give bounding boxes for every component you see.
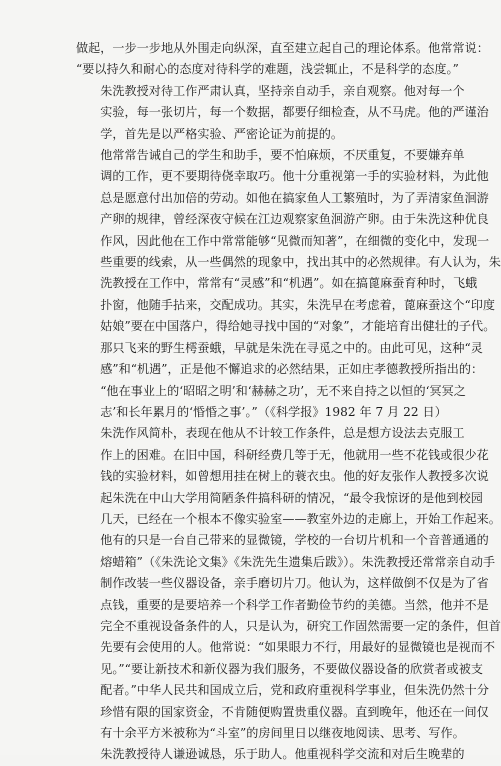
text-line: 起朱洗在中山大学用简陋条件搞科研的情况，“最令我惊讶的是他到校园 bbox=[100, 490, 483, 505]
text-line: 钱的实验材料，如曾想用挂在树上的蓑衣虫。他的好友张作人教授多次说 bbox=[100, 469, 489, 484]
text-line: 些重要的线索，从一些偶然的现象中，找出其中的必然规律。有人认为，朱 bbox=[100, 255, 501, 270]
paragraph bbox=[76, 423, 501, 744]
text-line: 洗教授在工作中，常常有“灵感”和“机遇”。如在搞蓖麻蚕育种时，飞蛾 bbox=[100, 276, 478, 291]
text-line: 制作改装一些仪器设备，亲手磨切片刀。他认为，这样做倒不仅是为了省 bbox=[100, 576, 489, 591]
text-line: 扑窗，他随手拈来，交配成功。其实，朱洗早在考虑着，蓖麻蚕这个“印度 bbox=[100, 297, 496, 312]
text-line: 朱洗作风简朴，表现在他从不计较工作条件，总是想方设法去克服工 bbox=[100, 426, 465, 441]
text-line: 志’和长年累月的‘惛惛之事’。”（《科学报》1982 年 7 月 22 日） bbox=[100, 404, 447, 419]
text-line: 他常常告诫自己的学生和助手，要不怕麻烦，不厌重复，不要嫌弃单 bbox=[100, 148, 465, 163]
text-line: 先要有会使用的人。他常说：“如果眼力不行，用最好的显微镜也是视而不 bbox=[100, 640, 496, 655]
text-line: 作风，因此他在工作中常常能够“见微而知著”，在细微的变化中，发现一 bbox=[100, 233, 490, 248]
text-line: “要以持久和耐心的态度对待科学的难题，浅尝辄止，不是科学的态度。” bbox=[76, 62, 459, 77]
text-line: 学，首先是以严格实验、严密论证为前提的。 bbox=[100, 126, 344, 141]
text-line: “他在事业上的‘昭昭之明’和‘赫赫之功’，无不来自持之以恒的‘冥冥之 bbox=[100, 383, 466, 398]
text-line: 完全不重视设备条件的人，只是认为，研究工作固然需要一定的条件，但首 bbox=[100, 618, 501, 633]
text-line: 那只飞来的野生樗蚕蛾，早就是朱洗在寻觅之中的。由此可见，这种“灵 bbox=[100, 340, 483, 355]
text-line: 感”和“机遇”，正是他不懈追求的必然结果，正如庄孝德教授所指出的： bbox=[100, 362, 484, 377]
text-line: 姑娘”要在中国落户，得给她寻找中国的“对象”，才能培育出健壮的子代。 bbox=[100, 319, 496, 334]
text-line: 熔蜡箱”（《朱洗论文集》《朱洗先生遗集后跋》）。朱洗教授还常常亲自动手 bbox=[100, 554, 496, 569]
text-line: 点钱，重要的是要培养一个科学工作者勤俭节约的美德。当然，他并不是 bbox=[100, 597, 489, 612]
text-line: 做起，一步一步地从外围走向纵深，直至建立起自己的理论体系。他常常说： bbox=[76, 41, 489, 55]
text-line: 调的工作，更不要期待侥幸取巧。他十分重视第一手的实验材料，为此他 bbox=[100, 169, 489, 184]
text-line: 总是愿意付出加倍的劳动。如他在搞家鱼人工繁殖时，为了弄清家鱼洄游 bbox=[100, 190, 489, 205]
text-line: 几天，已经在一个根本不像实验室——教室外边的走廊上，开始工作起来。 bbox=[100, 511, 501, 526]
body-text bbox=[76, 38, 501, 766]
text-line: 朱洗教授对待工作严肃认真，坚持亲自动手，亲自观察。他对每一个 bbox=[100, 83, 465, 98]
text-line: 他有的只是一台自己带来的显微镜，学校的一台切片机和一个音普通通的 bbox=[100, 533, 489, 548]
paragraph bbox=[76, 145, 501, 423]
paragraph bbox=[76, 744, 465, 765]
paragraph bbox=[76, 38, 489, 81]
paragraph bbox=[76, 81, 489, 145]
text-line: 有十余平方米被称为“斗室”的房间里日以继夜地阅读、思考、写作。 bbox=[100, 726, 465, 740]
text-line: 实验，每一张切片，每一个数据，都要仔细检查，从不马虎。他的严谨治 bbox=[100, 105, 489, 120]
text-line: 朱洗教授待人谦逊诚恳，乐于助人。他重视科学交流和对后生晚辈的 bbox=[100, 747, 465, 762]
text-line: 作上的困难。在旧中国，科研经费几等于无，他就用一些不花钱或很少花 bbox=[100, 447, 489, 462]
text-line: 配者。”中华人民共和国成立后，党和政府重视科学事业，但朱洗仍然十分 bbox=[100, 683, 489, 698]
text-line: 产卵的规律，曾经深夜守候在江边观察家鱼洄游产卵。由于朱洗这种优良 bbox=[100, 212, 489, 227]
text-line: 见。”“要让新技术和新仪器为我们服务，不要做仪器设备的欣赏者或被支 bbox=[100, 661, 484, 676]
text-line: 珍惜有限的国家资金，不肯随便购置贵重仪器。直到晚年，他还在一间仅 bbox=[100, 704, 489, 719]
